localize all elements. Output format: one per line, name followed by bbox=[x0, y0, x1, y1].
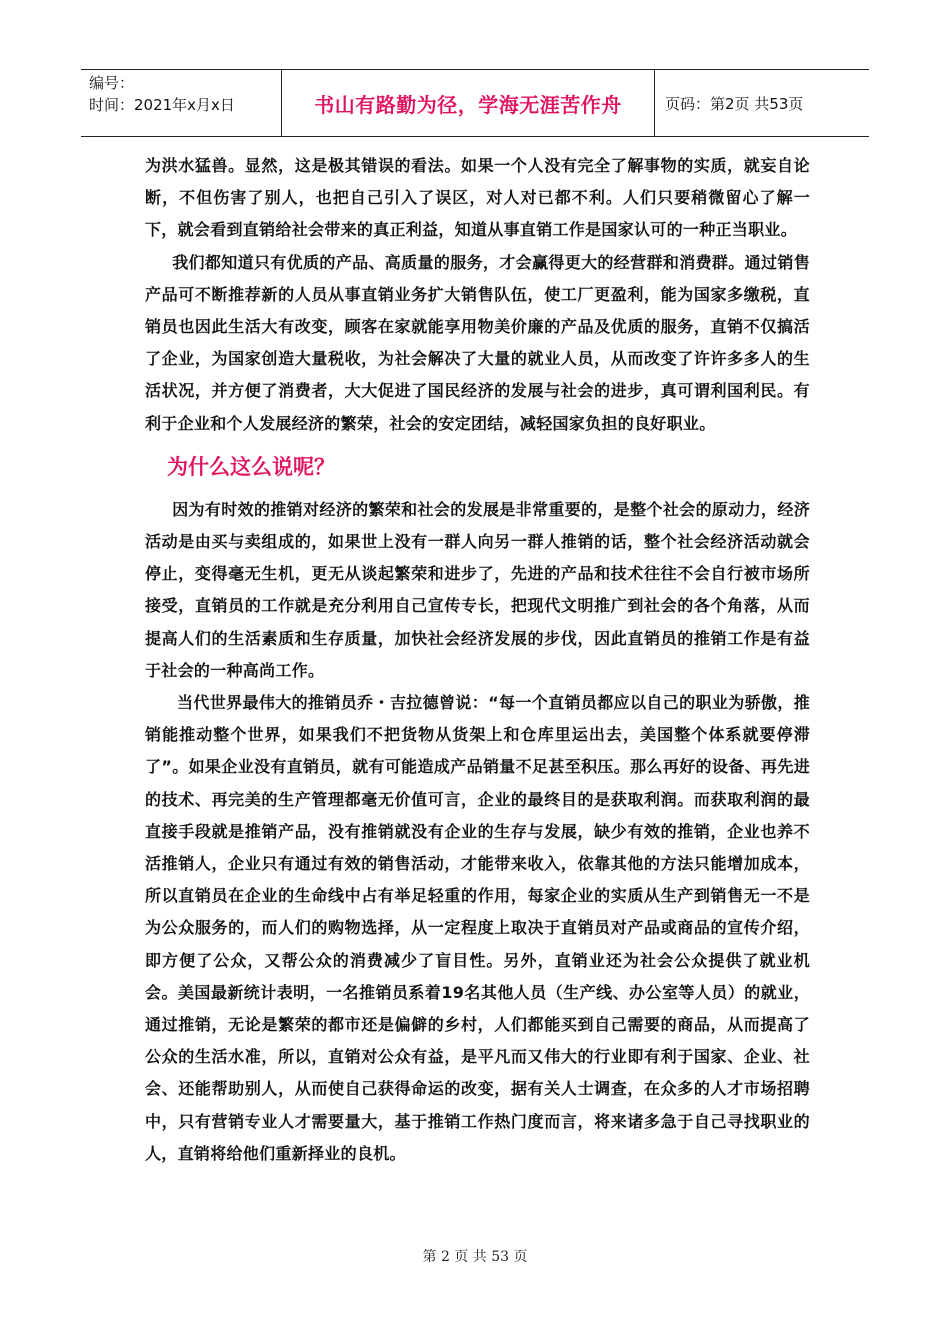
header-meta bbox=[81, 70, 281, 136]
paragraph: 因为有时效的推销对经济的繁荣和社会的发展是非常重要的，是整个社会的原动力，经济活动是由买与卖组成的，如果世上没有一群人向另一群人推销的话，整个社会经济活动就会停止，变得毫无生机，更无从谈起繁荣和进步了，先进的产品和技术往往不会自行被市场所接受，直销员的工作就是充分利用自己宣传专长，把现代文明推广到社会的各个角落，从而提高人们的生活素质和生存质量，加快社会经济发展的步伐，因此直销员的推销工作是有益于社会的一种高尚工作。 bbox=[145, 499, 810, 680]
document-date-label: 时间：2021年x月x日 bbox=[89, 96, 235, 114]
header-motto: 书山有路勤为径，学海无涯苦作舟 bbox=[281, 70, 655, 136]
document-number-label: 编号： bbox=[89, 74, 135, 92]
paragraph: 当代世界最伟大的推销员乔・吉拉德曾说：“每一个直销员都应以自己的职业为骄傲，推销能推动整个世界，如果我们不把货物从货架上和仓库里运出去，美国整个体系就要停滞了”。如果企业没有直销员，就有可能造成产品销量不足甚至积压。那么再好的设备、再先进的技术、再完美的生产管理都毫无价值可言，企业的最终目的是获取利润。而获取利润的最直接手段就是推销产品，没有推销就没有企业的生存与发展，缺少有效的推销，企业也养不活推销人，企业只有通过有效的销售活动，才能带来收入，依靠其他的方法只能增加成本，所以直销员在企业的生命线中占有举足轻重的作用，每家企业的实质从生产到销售无一不是为公众服务的，而人们的购物选择，从一定程度上取决于直销员对产品或商品的宣传介绍，即方便了公众，又帮公众的消费减少了盲目性。另外，直销业还为社会公众提供了就业机会。美国最新统计表明，一名推销员系着19名其他人员（生产线、办公室等人员）的就业，通过推销，无论是繁荣的都市还是偏僻的乡村，人们都能买到自己需要的商品，从而提高了公众的生活水准，所以，直销对公众有益，是平凡而又伟大的行业即有利于国家、企业、社会、还能帮助别人，从而使自己获得命运的改变，据有关人士调查，在众多的人才市场招聘中，只有营销专业人才需要量大，基于推销工作热门度而言，将来诸多急于自己寻找职业的人，直销将给他们重新择业的良机。 bbox=[145, 693, 810, 1163]
page-header bbox=[81, 69, 869, 137]
page-footer: 第 2 页 共 53 页 bbox=[422, 1249, 528, 1265]
section-heading: 为什么这么说呢？ bbox=[167, 454, 335, 479]
paragraph: 我们都知道只有优质的产品、高质量的服务，才会赢得更大的经营群和消费群。通过销售产品可不断推荐新的人员从事直销业务扩大销售队伍，使工厂更盈利，能为国家多缴税，直销员也因此生活大有改变，顾客在家就能享用物美价廉的产品及优质的服务，直销不仅搞活了企业，为国家创造大量税收，为社会解决了大量的就业人员，从而改变了许许多多人的生活状况，并方便了消费者，大大促进了国民经济的发展与社会的进步，真可谓利国利民。有利于企业和个人发展经济的繁荣，社会的安定团结，减轻国家负担的良好职业。 bbox=[145, 252, 810, 433]
paragraph: 为洪水猛兽。显然，这是极其错误的看法。如果一个人没有完全了解事物的实质，就妄自论断，不但伤害了别人，也把自己引入了误区，对人对已都不利。人们只要稍微留心了解一下，就会看到直销给社会带来的真正利益，知道从事直销工作是国家认可的一种正当职业。 bbox=[145, 156, 810, 240]
header-page-code: 页码：第2页 共53页 bbox=[665, 94, 804, 113]
document-body bbox=[145, 150, 810, 1170]
